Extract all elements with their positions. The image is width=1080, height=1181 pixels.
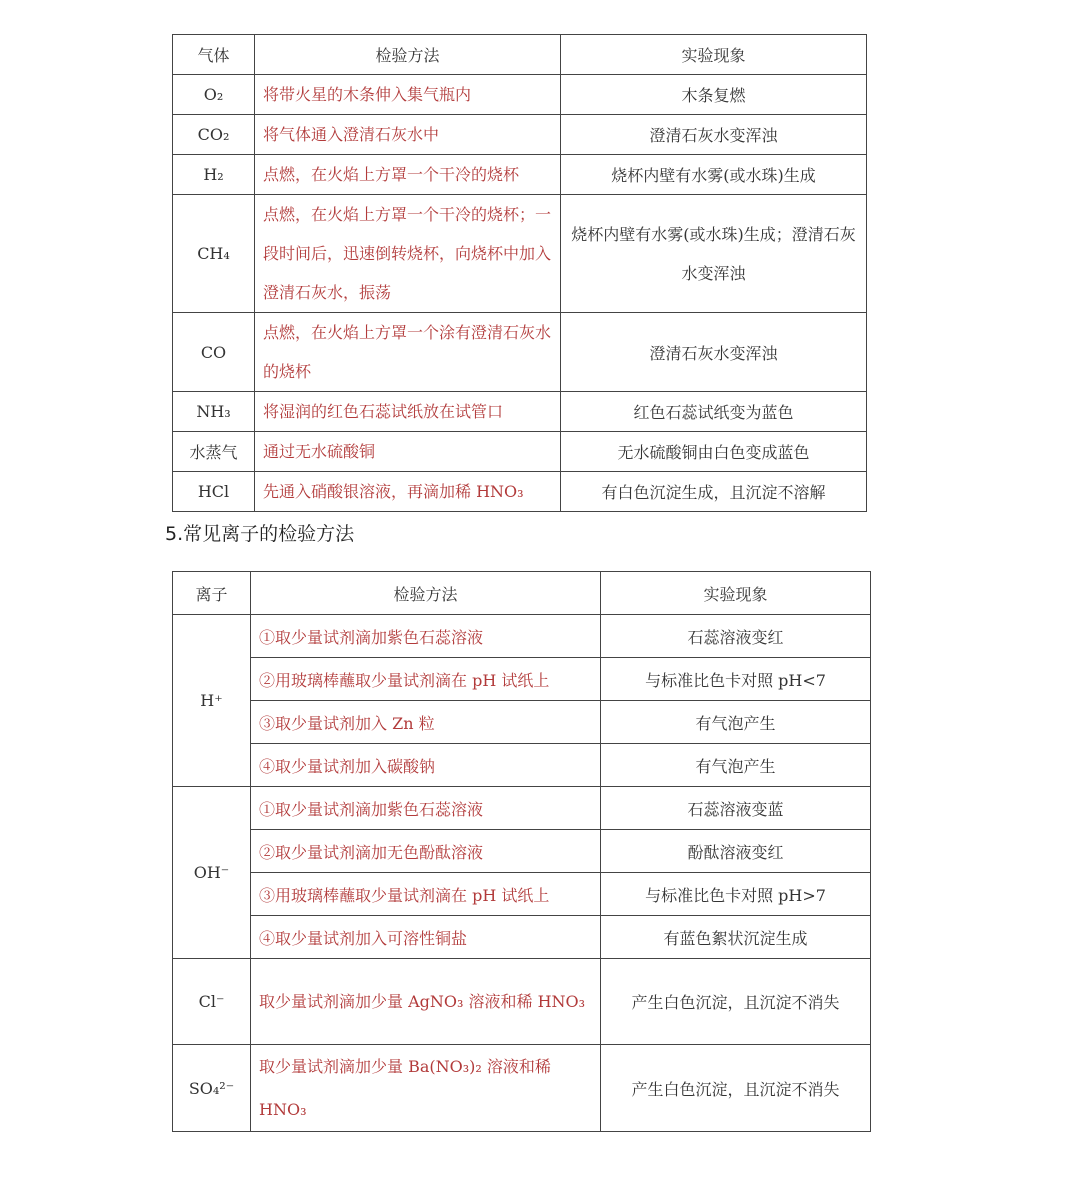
ion-cell: OH⁻ <box>173 787 251 959</box>
phenomenon-cell: 澄清石灰水变浑浊 <box>561 115 867 155</box>
table-row <box>173 701 871 744</box>
phenomenon-cell: 有气泡产生 <box>601 744 871 787</box>
table-row <box>173 658 871 701</box>
phenomenon-cell: 酚酞溶液变红 <box>601 830 871 873</box>
phenomenon-cell: 澄清石灰水变浑浊 <box>561 313 867 392</box>
phenomenon-cell: 石蕊溶液变红 <box>601 615 871 658</box>
table-row <box>173 195 867 313</box>
method-cell: 取少量试剂滴加少量 Ba(NO₃)₂ 溶液和稀 HNO₃ <box>251 1045 601 1132</box>
phenomenon-cell: 红色石蕊试纸变为蓝色 <box>561 392 867 432</box>
table-row <box>173 392 867 432</box>
method-cell: 将带火星的木条伸入集气瓶内 <box>255 75 561 115</box>
phenomenon-cell: 与标准比色卡对照 pH<7 <box>601 658 871 701</box>
phenomenon-cell: 木条复燃 <box>561 75 867 115</box>
phenomenon-cell: 产生白色沉淀，且沉淀不消失 <box>601 1045 871 1132</box>
table-header-row <box>173 572 871 615</box>
header-method: 检验方法 <box>255 35 561 75</box>
table-row <box>173 744 871 787</box>
gas-cell: NH₃ <box>173 392 255 432</box>
gas-cell: 水蒸气 <box>173 432 255 472</box>
header-gas: 气体 <box>173 35 255 75</box>
method-cell: ②用玻璃棒蘸取少量试剂滴在 pH 试纸上 <box>251 658 601 701</box>
table-row <box>173 472 867 512</box>
gas-cell: CO₂ <box>173 115 255 155</box>
method-cell: 点燃，在火焰上方罩一个干冷的烧杯 <box>255 155 561 195</box>
table-header-row <box>173 35 867 75</box>
phenomenon-cell: 烧杯内壁有水雾(或水珠)生成 <box>561 155 867 195</box>
table-row <box>173 75 867 115</box>
gas-cell: HCl <box>173 472 255 512</box>
method-cell: ①取少量试剂滴加紫色石蕊溶液 <box>251 787 601 830</box>
table-row <box>173 432 867 472</box>
method-cell: 先通入硝酸银溶液，再滴加稀 HNO₃ <box>255 472 561 512</box>
table-row <box>173 830 871 873</box>
table-row <box>173 115 867 155</box>
method-cell: 通过无水硫酸铜 <box>255 432 561 472</box>
phenomenon-cell: 产生白色沉淀，且沉淀不消失 <box>601 959 871 1045</box>
phenomenon-cell: 有白色沉淀生成，且沉淀不溶解 <box>561 472 867 512</box>
table-row <box>173 313 867 392</box>
header-ion: 离子 <box>173 572 251 615</box>
ion-cell: H⁺ <box>173 615 251 787</box>
gas-detection-table <box>172 34 867 512</box>
table-row <box>173 873 871 916</box>
method-cell: 点燃，在火焰上方罩一个干冷的烧杯；一段时间后，迅速倒转烧杯，向烧杯中加入澄清石灰水，振荡 <box>255 195 561 313</box>
phenomenon-cell: 与标准比色卡对照 pH>7 <box>601 873 871 916</box>
header-phenomenon: 实验现象 <box>601 572 871 615</box>
table-row <box>173 959 871 1045</box>
method-cell: 取少量试剂滴加少量 AgNO₃ 溶液和稀 HNO₃ <box>251 959 601 1045</box>
table-row <box>173 155 867 195</box>
table-row <box>173 1045 871 1132</box>
method-cell: ②取少量试剂滴加无色酚酞溶液 <box>251 830 601 873</box>
ion-cell: Cl⁻ <box>173 959 251 1045</box>
phenomenon-cell: 有气泡产生 <box>601 701 871 744</box>
gas-cell: O₂ <box>173 75 255 115</box>
section-heading: 5.常见离子的检验方法 <box>165 523 355 545</box>
ion-cell: SO₄²⁻ <box>173 1045 251 1132</box>
method-cell: ③用玻璃棒蘸取少量试剂滴在 pH 试纸上 <box>251 873 601 916</box>
header-phenomenon: 实验现象 <box>561 35 867 75</box>
method-cell: ①取少量试剂滴加紫色石蕊溶液 <box>251 615 601 658</box>
gas-cell: H₂ <box>173 155 255 195</box>
method-cell: ③取少量试剂加入 Zn 粒 <box>251 701 601 744</box>
table-row <box>173 916 871 959</box>
phenomenon-cell: 石蕊溶液变蓝 <box>601 787 871 830</box>
phenomenon-cell: 烧杯内壁有水雾(或水珠)生成；澄清石灰水变浑浊 <box>561 195 867 313</box>
table-row <box>173 787 871 830</box>
method-cell: ④取少量试剂加入碳酸钠 <box>251 744 601 787</box>
method-cell: ④取少量试剂加入可溶性铜盐 <box>251 916 601 959</box>
phenomenon-cell: 无水硫酸铜由白色变成蓝色 <box>561 432 867 472</box>
gas-cell: CH₄ <box>173 195 255 313</box>
ion-detection-table <box>172 571 871 1132</box>
method-cell: 将湿润的红色石蕊试纸放在试管口 <box>255 392 561 432</box>
phenomenon-cell: 有蓝色絮状沉淀生成 <box>601 916 871 959</box>
header-method: 检验方法 <box>251 572 601 615</box>
method-cell: 将气体通入澄清石灰水中 <box>255 115 561 155</box>
method-cell: 点燃，在火焰上方罩一个涂有澄清石灰水的烧杯 <box>255 313 561 392</box>
table-row <box>173 615 871 658</box>
gas-cell: CO <box>173 313 255 392</box>
